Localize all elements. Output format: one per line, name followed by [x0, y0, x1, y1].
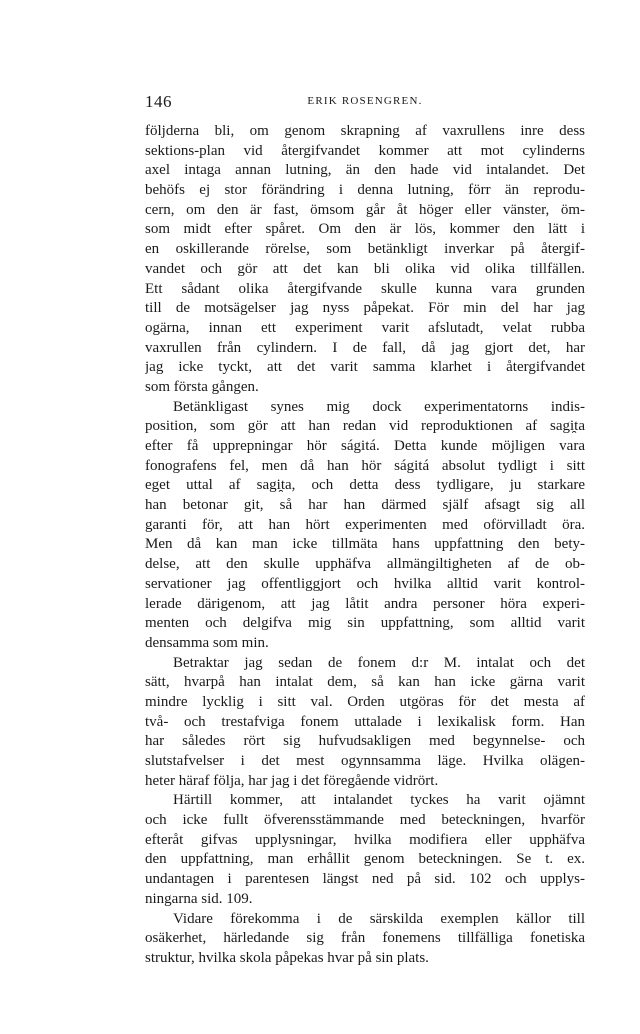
text-line: en oskillerande rörelse, som betänkligt inverkar på återgif- [145, 241, 585, 258]
text-line: cern, om den är fast, ömsom går åt höger eller vänster, öm- [145, 201, 585, 218]
text-line: Ett sådant olika återgifvande skulle kunna vara grunden [145, 280, 585, 297]
text-line: följderna bli, om genom skrapning af vaxrullens inre dess [145, 123, 585, 139]
text-line: efter få upprepningar hör ságitá. Detta kunde möjligen vara [145, 438, 585, 454]
text-line: servationer jag offentliggjort och hvilka alltid varit kontrol- [145, 575, 585, 592]
text-line: Härtill kommer, att intalandet tyckes ha varit ojämnt [173, 792, 585, 809]
text-line: heter häraf följa, har jag i det föregående vidrört. [145, 772, 439, 789]
text-line: vandet och gör att det kan bli olika vid olika tillfällen. [145, 260, 585, 277]
text-line: position, som gör att han redan vid reproduktionen af sagi̯ta [145, 418, 585, 435]
text-line: Men då kan man icke tillmäta hans uppfattning den bety- [145, 536, 585, 553]
text-line: två- och trestafviga fonem uttalade i lexikalisk form. Han [145, 713, 585, 730]
text-line: vaxrullen från cylindern. I de fall, då jag gjort det, har [145, 339, 585, 356]
text-line: behöfs ej stor förändring i denna lutning, förr än reprodu- [145, 182, 585, 199]
text-line: delse, att den skulle upphäfva allmängiltigheten af de ob- [145, 556, 585, 573]
text-line: sätt, hvarpå han intalat dem, så kan han icke gärna varit [145, 674, 585, 691]
text-line: jag icke tyckt, att det varit samma klarhet i återgifvandet [145, 359, 585, 376]
text-line: till de motsägelser jag nyss påpekat. För min del har jag [145, 300, 585, 317]
text-line: struktur, hvilka skola påpekas hvar på sin plats. [145, 949, 429, 966]
text-line: lerade därigenom, att jag låtit andra personer höra experi- [145, 595, 585, 612]
text-line: eget uttal af sagi̯ta, och detta dess tydligare, ju starkare [145, 477, 585, 494]
text-line: och icke fullt öfverensstämmande med beteckningen, hvarför [145, 812, 585, 829]
text-line: den uppfattning, man erhållit genom beteckningen. Se t. ex. [145, 851, 585, 868]
text-line: ogärna, innan ett experiment varit afslutadt, velat rubba [145, 319, 585, 336]
text-line: mindre lycklig i sitt val. Orden utgöras för det mesta af [145, 693, 585, 710]
page-number: 146 [145, 92, 172, 111]
text-line: ningarna sid. 109. [145, 890, 253, 907]
text-line: undantagen i parentesen längst ned på sid. 102 och upplys- [145, 871, 585, 888]
text-line: garanti för, att han hört experimenten med oförvilladt öra. [145, 516, 585, 533]
running-title: ERIK ROSENGREN. [307, 95, 423, 107]
text-line: slutstafvelser i det mest ogynnsamma läge. Hvilka olägen- [145, 753, 585, 769]
text-line: Vidare förekomma i de särskilda exemplen källor till [173, 910, 585, 927]
text-line: fonografens fel, men då han hör ságitá absolut tydligt i sitt [145, 457, 585, 474]
text-line: efteråt gifvas upplysningar, hvilka modifiera eller upphäfva [145, 831, 585, 848]
text-line: menten och delgifva mig sin uppfattning, som alltid varit [145, 615, 585, 632]
text-line: han betonar git, så har han därmed själf afsagt sig all [145, 497, 585, 514]
text-line: Betänkligast synes mig dock experimentatorns indis- [173, 398, 585, 415]
text-line: Betraktar jag sedan de fonem d:r M. intalat och det [173, 654, 585, 671]
text-line: axel intaga annan lutning, än den hade vid intalandet. Det [145, 162, 585, 179]
text-line: sektions-plan vid återgifvandet kommer att mot cylinderns [145, 142, 585, 159]
running-head [145, 92, 585, 112]
text-line: som första gången. [145, 378, 259, 395]
text-line: densamma som min. [145, 634, 269, 651]
text-line: osäkerhet, härledande sig från fonemens tillfälliga fonetiska [145, 930, 585, 947]
text-line: har således rört sig hufvudsakligen med begynnelse- och [145, 733, 585, 750]
body-text [145, 122, 585, 969]
text-line: som midt efter spåret. Om den är lös, kommer den lätt i [145, 221, 585, 238]
